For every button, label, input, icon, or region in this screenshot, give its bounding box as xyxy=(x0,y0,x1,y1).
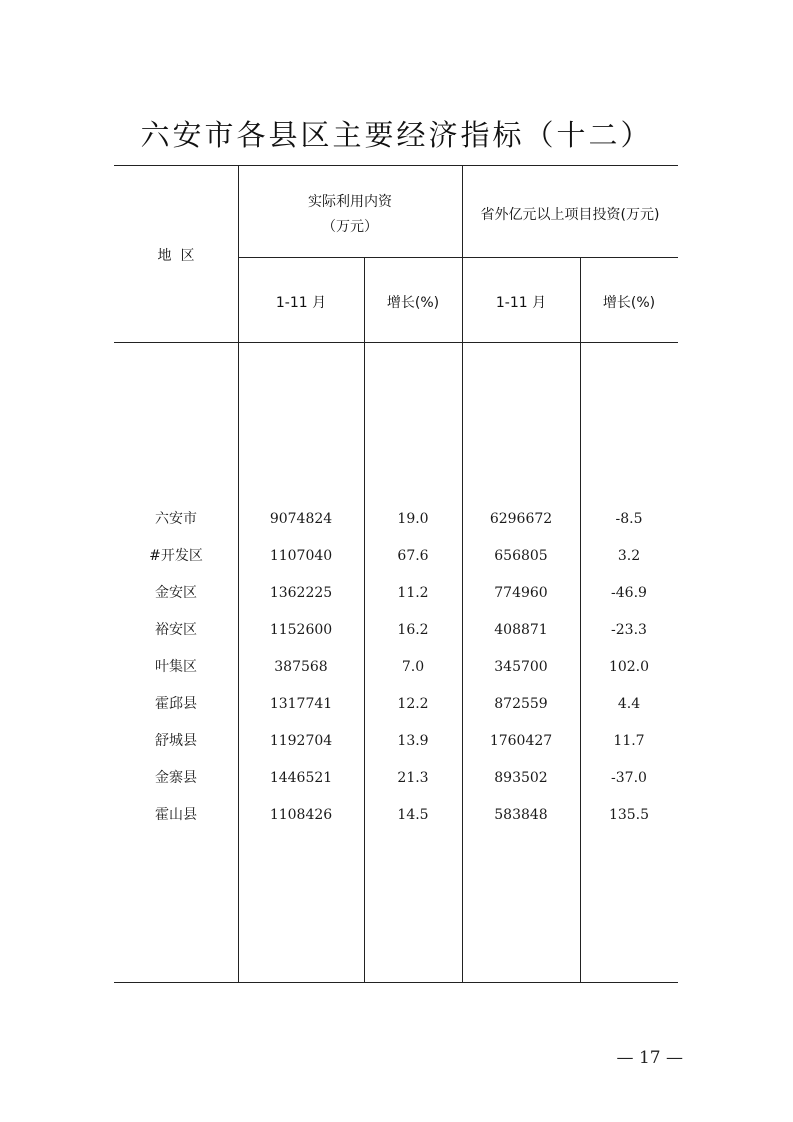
cell-inner-capital: 387568 xyxy=(274,659,328,675)
cell-outside-investment-growth: -37.0 xyxy=(611,770,647,786)
cell-inner-capital-growth: 12.2 xyxy=(397,696,429,712)
cell-outside-investment-growth: -23.3 xyxy=(611,622,647,638)
cell-outside-investment: 872559 xyxy=(494,696,548,712)
cell-outside-investment-growth: -46.9 xyxy=(611,585,647,601)
header-group1-line1: 实际利用内资 xyxy=(308,194,392,210)
cell-inner-capital-growth: 14.5 xyxy=(397,807,429,823)
cell-inner-capital-growth: 13.9 xyxy=(397,733,429,749)
header-period-2: 1-11 月 xyxy=(495,295,547,311)
header-growth-1: 增长(%) xyxy=(386,295,440,311)
header-period-1: 1-11 月 xyxy=(275,295,327,311)
cell-inner-capital: 1192704 xyxy=(269,733,333,749)
cell-inner-capital: 1107040 xyxy=(269,548,333,564)
cell-region: 叶集区 xyxy=(155,659,197,675)
cell-inner-capital-growth: 7.0 xyxy=(401,659,425,675)
cell-inner-capital: 1152600 xyxy=(269,622,333,638)
cell-region: 霍山县 xyxy=(155,807,197,823)
page-number: — 17 — xyxy=(616,1048,683,1068)
cell-inner-capital-growth: 67.6 xyxy=(397,548,429,564)
cell-outside-investment: 1760427 xyxy=(489,733,553,749)
cell-inner-capital: 1317741 xyxy=(269,696,333,712)
cell-inner-capital: 1362225 xyxy=(269,585,333,601)
cell-outside-investment: 656805 xyxy=(494,548,548,564)
cell-inner-capital: 1446521 xyxy=(269,770,333,786)
cell-region: 金寨县 xyxy=(155,770,197,786)
cell-outside-investment-growth: 11.7 xyxy=(613,733,645,749)
cell-inner-capital: 9074824 xyxy=(269,511,333,527)
cell-inner-capital-growth: 21.3 xyxy=(397,770,429,786)
cell-outside-investment-growth: 135.5 xyxy=(608,807,650,823)
cell-region: 霍邱县 xyxy=(155,696,197,712)
page-title: 六安市各县区主要经济指标（十二） xyxy=(140,118,653,152)
cell-outside-investment-growth: -8.5 xyxy=(615,511,643,527)
header-group2: 省外亿元以上项目投资(万元) xyxy=(480,207,660,223)
header-growth-2: 增长(%) xyxy=(602,295,656,311)
cell-outside-investment: 6296672 xyxy=(489,511,553,527)
table-top-rule xyxy=(114,165,678,166)
header-group1-line2: （万元） xyxy=(322,219,378,235)
header-bottom-rule xyxy=(114,342,678,343)
cell-outside-investment: 583848 xyxy=(494,807,548,823)
cell-region: 裕安区 xyxy=(155,622,197,638)
cell-inner-capital-growth: 11.2 xyxy=(397,585,429,601)
cell-inner-capital-growth: 16.2 xyxy=(397,622,429,638)
header-region: 地 区 xyxy=(157,248,195,264)
cell-outside-investment: 774960 xyxy=(494,585,548,601)
table-bottom-rule xyxy=(114,982,678,983)
cell-outside-investment: 408871 xyxy=(494,622,548,638)
cell-region: 金安区 xyxy=(155,585,197,601)
col-divider-3 xyxy=(462,165,463,982)
cell-inner-capital-growth: 19.0 xyxy=(397,511,429,527)
cell-outside-investment-growth: 102.0 xyxy=(608,659,650,675)
cell-region: #开发区 xyxy=(149,548,203,564)
cell-outside-investment: 893502 xyxy=(494,770,548,786)
cell-outside-investment-growth: 3.2 xyxy=(617,548,641,564)
col-divider-1 xyxy=(238,165,239,982)
cell-outside-investment-growth: 4.4 xyxy=(617,696,641,712)
cell-inner-capital: 1108426 xyxy=(269,807,333,823)
cell-outside-investment: 345700 xyxy=(494,659,548,675)
cell-region: 六安市 xyxy=(155,511,197,527)
header-mid-rule xyxy=(238,257,678,258)
cell-region: 舒城县 xyxy=(155,733,197,749)
